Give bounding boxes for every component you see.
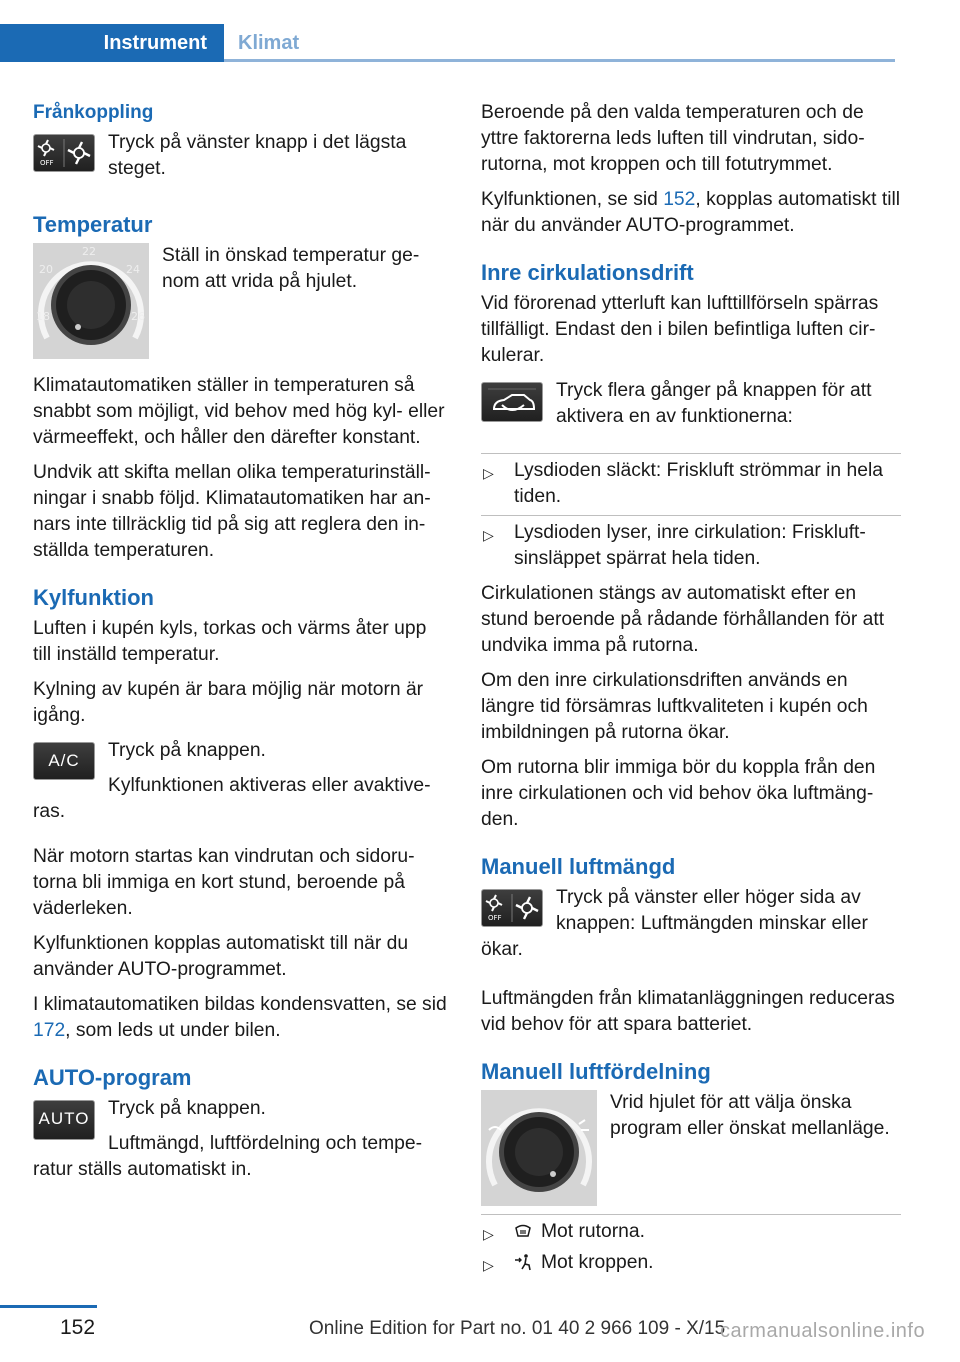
cirk-paragraph-2: Tryck flera gånger på knappen för att aktivera en av funktionerna:	[556, 380, 872, 427]
fan-off-figure	[33, 130, 448, 191]
kyl-p7-text-a: I klimatautomatiken bildas kondensvatten, se sid	[33, 994, 447, 1015]
kyl-paragraph-7	[33, 992, 448, 1044]
temperature-dial-image	[33, 243, 149, 359]
bullet-text: Mot rutorna.	[541, 1221, 645, 1242]
recirculation-figure	[481, 378, 901, 439]
heading-frankoppling: Frånkoppling	[33, 102, 154, 123]
air-distribution-figure	[481, 1090, 901, 1206]
fan-off-icon	[34, 135, 94, 171]
tab-divider	[224, 59, 895, 62]
footer-line	[0, 1305, 97, 1308]
auto-paragraph-1: Tryck på knappen.	[108, 1098, 266, 1119]
auto-button-image	[33, 1100, 95, 1140]
triangle-bullet-icon: ▷	[483, 1257, 494, 1273]
air-distribution-dial-image	[481, 1090, 597, 1206]
kyl-paragraph-1: Luften i kupén kyls, torkas och värms åter upp till inställd temperatur.	[33, 618, 427, 665]
heading-manuell-luftmangd: Manuell luftmängd	[481, 854, 676, 879]
triangle-bullet-icon: ▷	[483, 527, 494, 543]
bullet-text: Lysdioden släckt: Friskluft strömmar in hela tiden.	[514, 460, 883, 507]
list-item	[481, 1250, 901, 1276]
triangle-bullet-icon: ▷	[483, 1226, 494, 1242]
heading-auto-program: AUTO-program	[33, 1065, 192, 1090]
kyl-paragraph-5: När motorn startas kan vindrutan och sidorutorna bli immiga en kort stund, beroende på väderleken.	[33, 846, 415, 919]
page-link-152[interactable]: 152	[663, 189, 696, 210]
list-item	[481, 515, 901, 572]
svg-text:24: 24	[126, 263, 140, 276]
windshield-icon	[514, 1222, 532, 1248]
page-number: 152	[60, 1316, 96, 1339]
left-column	[33, 100, 448, 1206]
ac-label: A/C	[48, 751, 80, 770]
fan-off-button-image	[33, 134, 95, 172]
recirculation-button-image	[481, 382, 543, 422]
tab-klimat[interactable]: Klimat	[238, 32, 300, 54]
frankoppling-text: Tryck på vänster knapp i det lägsta steget.	[108, 132, 407, 179]
temperatur-text: Ställ in önskad temperatur genom att vrida på hjulet.	[162, 245, 420, 292]
bullet-text: Lysdioden lyser, inre cirkulation: Friskluftsinsläppet spärrat hela tiden.	[514, 522, 866, 569]
recirculation-bullet-list	[481, 453, 901, 572]
svg-text:22: 22	[82, 245, 96, 258]
heading-inre-cirkulation: Inre cirkulationsdrift	[481, 260, 694, 285]
cirk-paragraph-4: Om den inre cirkulationsdriften används en längre tid försämras luftkvaliteten i kupén och imbildningen på rutorna ökar.	[481, 670, 868, 743]
auto-label: AUTO	[38, 1109, 90, 1128]
ac-figure	[33, 738, 448, 834]
air-distribution-list	[481, 1214, 901, 1276]
right-paragraph-1: Beroende på den valda temperaturen och de yttre faktorerna leds luften till vindrutan, sidorutorna, mot kroppen och till fotutrymmet.	[481, 102, 865, 175]
svg-text:18: 18	[36, 310, 50, 323]
ac-button-image	[33, 742, 95, 780]
right-p2-text-a: Kylfunktionen, se sid	[481, 189, 664, 210]
right-p2-text-b: , kopplas automatiskt till när du använder AUTO-programmet.	[481, 189, 901, 236]
cirk-paragraph-5: Om rutorna blir immiga bör du koppla från den inre cirkulationen och vid behov öka luftmängden.	[481, 757, 876, 830]
right-column	[481, 100, 901, 1285]
fan-speed-button-image	[481, 889, 543, 927]
svg-text:26: 26	[131, 310, 145, 323]
auto-paragraph-2: Luftmängd, luftfördelning och temperatur ställs automatiskt in.	[33, 1133, 423, 1180]
cirk-paragraph-3: Cirkulationen stängs av automatiskt efter en stund beroende på rådande förhållanden för att undvika imma på rutorna.	[481, 583, 885, 656]
kyl-paragraph-3: Tryck på knappen.	[108, 740, 266, 761]
header-tabs	[0, 24, 895, 62]
auto-figure	[33, 1096, 448, 1192]
temperature-dial-figure	[33, 243, 448, 359]
list-item	[481, 458, 901, 510]
kyl-paragraph-4: Kylfunktionen aktiveras eller avaktiveras.	[33, 775, 431, 822]
heading-temperatur: Temperatur	[33, 212, 153, 237]
cirk-paragraph-1: Vid förorenad ytterluft kan lufttillförseln spärras tillfälligt. Endast den i bilen befintliga luften cirkulerar.	[481, 293, 879, 366]
list-item	[481, 1219, 901, 1245]
air-distribution-dial-icon	[481, 1090, 597, 1206]
svg-text:20: 20	[39, 263, 53, 276]
kyl-p7-text-b: , som leds ut under bilen.	[65, 1020, 281, 1041]
edition-text: Online Edition for Part no. 01 40 2 966 109 - X/15	[309, 1318, 726, 1339]
fan-speed-icon	[482, 890, 542, 926]
svg-text:OFF: OFF	[488, 914, 502, 922]
luftmangd-paragraph-2: Luftmängden från klimatanläggningen reduceras vid behov för att spara batteriet.	[481, 988, 895, 1035]
heading-kylfunktion: Kylfunktion	[33, 585, 154, 610]
temp-paragraph-1: Klimatautomatiken ställer in temperaturen så snabbt som möjligt, vid behov med hög kyl- eller värmeeffekt, och håller den därefter konstant.	[33, 375, 445, 448]
luftmangd-paragraph-1: Tryck på vänster eller höger sida av knappen: Luftmängden minskar eller ökar.	[481, 887, 868, 960]
luftfordelning-paragraph-1: Vrid hjulet för att välja önska program eller önskat mellanläge.	[610, 1092, 890, 1139]
bullet-text: Mot kroppen.	[541, 1252, 654, 1273]
fan-speed-figure	[481, 885, 901, 972]
triangle-bullet-icon: ▷	[483, 465, 494, 481]
body-vent-icon	[514, 1253, 532, 1279]
tab-instrument[interactable]: Instrument	[0, 24, 224, 62]
right-paragraph-2	[481, 187, 901, 239]
heading-manuell-luftfordelning: Manuell luftfördelning	[481, 1059, 711, 1084]
svg-text:OFF: OFF	[40, 159, 54, 167]
kyl-paragraph-6: Kylfunktionen kopplas automatiskt till när du använder AUTO-programmet.	[33, 933, 409, 980]
kyl-paragraph-2: Kylning av kupén är bara möjlig när motorn är igång.	[33, 679, 424, 726]
watermark: carmanualsonline.info	[720, 1320, 926, 1342]
temperature-dial-icon	[33, 243, 149, 359]
page-link-172[interactable]: 172	[33, 1020, 66, 1041]
temp-paragraph-2: Undvik att skifta mellan olika temperaturinställningar i snabb följd. Klimatautomatiken har annars inte tillräcklig tid på sig att reglera den inställda temperaturen.	[33, 462, 431, 561]
recirculation-icon	[482, 383, 542, 421]
